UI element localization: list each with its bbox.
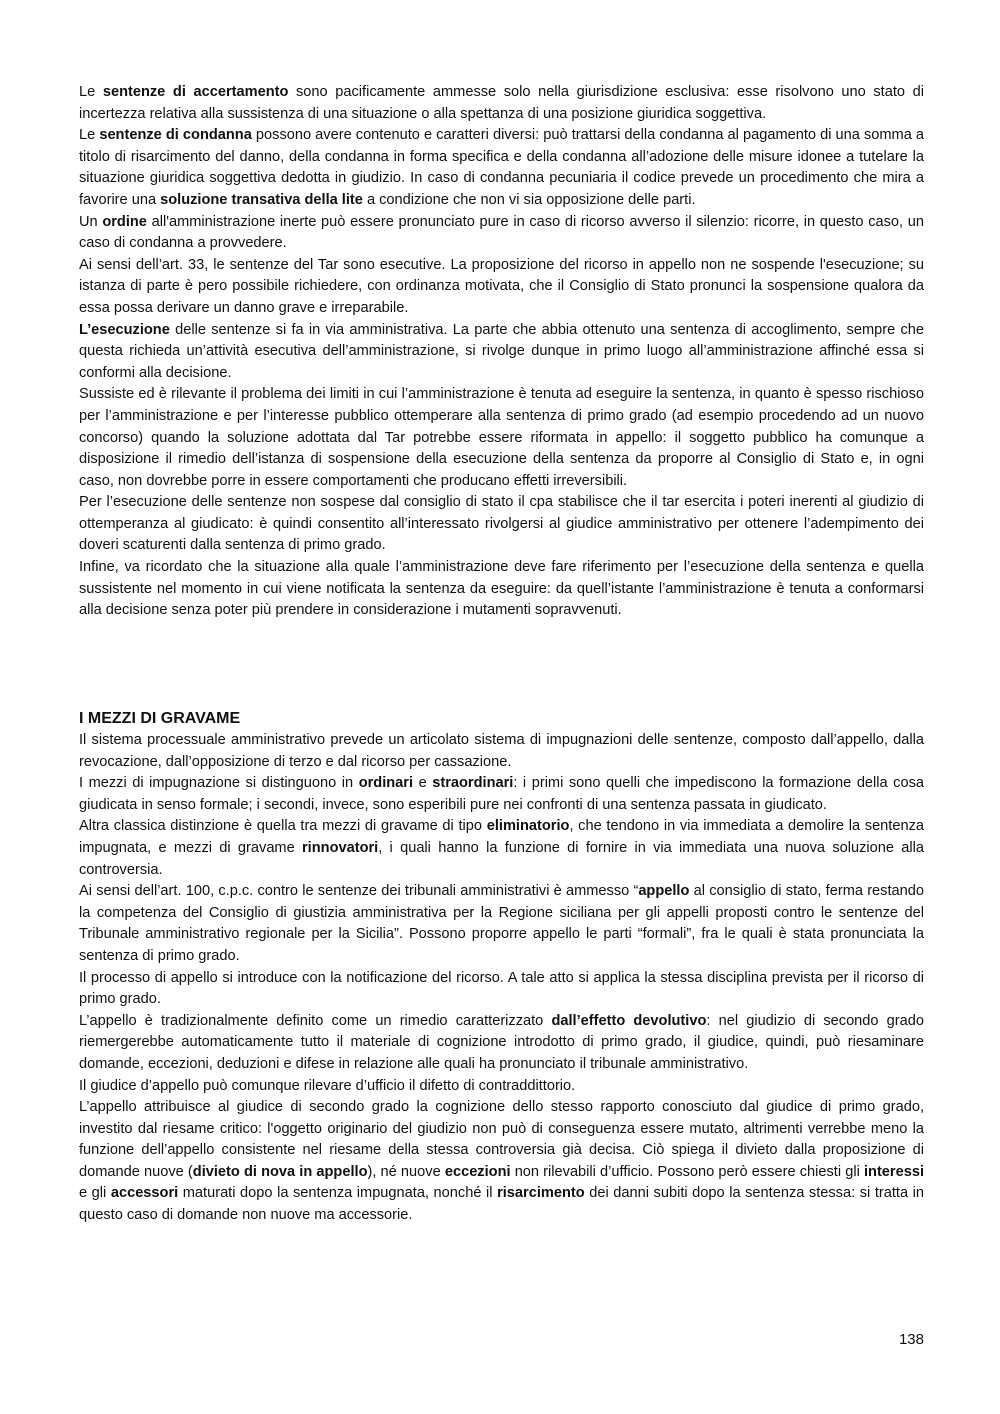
- paragraph-art-100: Ai sensi dell’art. 100, c.p.c. contro le sentenze dei tribunali amministrativi è ammesso “appello al consiglio di stato, ferma restando la competenza del Consiglio di giustizia amministrativa per la Regione siciliana per gli appelli proposti contro le sentenze del Tribunale amministrativo regionale per la Sicilia”. Possono proporre appello le parti “formali”, fra le quali è stata pronunciata la sentenza di primo grado.: [79, 883, 924, 964]
- bold-term: dall’effetto devolutivo: [551, 1012, 707, 1029]
- bold-term: sentenze di accertamento: [102, 84, 289, 100]
- section-mezzi-di-gravame: [79, 730, 924, 1227]
- paragraph-art-33: Ai sensi dell’art. 33, le sentenze del Tar sono esecutive. La proposizione del ricorso in appello non ne sospende l'esecuzione; su istanza di parte è pero possibile richiedere, con ordinanza motivata, che il Consiglio di Stato pronunci la sospensione qualora da essa possa derivare un danno grave e irreparabile.: [79, 256, 924, 316]
- section-effetti-sentenze: [79, 82, 924, 622]
- paragraph-effetto-devolutivo: L’appello è tradizionalmente definito come un rimedio caratterizzato dall’effetto devolutivo: nel giudizio di secondo grado riemergerebbe automaticamente tutto il materiale di cognizione introdotto di primo grado, il giudice, quindi, può riesaminare domande, eccezioni, deduzioni e difese in relazione alle quali ha pronunciato il tribunale amministrativo.: [79, 1012, 925, 1072]
- paragraph-ottemperanza: Per l’esecuzione delle sentenze non sospese dal consiglio di stato il cpa stabilisce che il tar esercita i poteri inerenti al giudizio di ottemperanza al giudicato: è quindi consentito all’interessato rivolgersi al giudice amministrativo per ottenere l’adempimento dei doveri scaturenti dalla sentenza di primo grado.: [79, 494, 924, 554]
- bold-term: L’esecuzione: [79, 321, 170, 338]
- paragraph-accertamento: Le sentenze di accertamento sono pacificamente ammesse solo nella giurisdizione esclusiva: esse risolvono uno stato di incertezza relativa alla sussistenza di una situazione o alla spettanza di una posizione giuridica soggettiva.: [79, 84, 924, 122]
- bold-term: risarcimento: [497, 1185, 585, 1202]
- bold-term: sentenze di condanna: [99, 127, 252, 144]
- bold-term: eccezioni: [444, 1163, 511, 1180]
- paragraph-cognizione-appello: L’appello attribuisce al giudice di secondo grado la cognizione dello stesso rapporto conosciuto dal giudice di primo grado, investito dal riesame critico: l'oggetto originario del giudizio non può di conseguenza essere mutato, altrimenti verrebbe meno la funzione dell’appello consistente nel riesame della stessa controversia già decisa. Ciò spiega il divieto dalla proposizione di domande nuove (divieto di nova in appello), né nuove eccezioni non rilevabili d’ufficio. Possono però essere chiesti gli interessi e gli accessori maturati dopo la sentenza impugnata, nonché il risarcimento dei danni subiti dopo la sentenza stessa: si tratta in questo caso di domande non nuove ma accessorie.: [79, 1099, 924, 1224]
- paragraph-situazione-riferimento: Infine, va ricordato che la situazione alla quale l’amministrazione deve fare riferimento per l’esecuzione della sentenza e quella sussistente nel momento in cui viene notificata la sentenza da eseguire: da quell’istante l’amministrazione è tenuta a conformarsi alla decisione senza poter più prendere in considerazione i mutamenti sopravvenuti.: [79, 559, 924, 619]
- paragraph-ordinari-straordinari: I mezzi di impugnazione si distinguono in ordinari e straordinari: i primi sono quelli che impediscono la formazione della cosa giudicata in senso formale; i secondi, invece, sono esperibili pure nei confronti di una sentenza passata in giudicato.: [79, 775, 925, 813]
- bold-term: divieto di nova in appello: [192, 1163, 368, 1180]
- paragraph-ordine: Un ordine all'amministrazione inerte può essere pronunciato pure in caso di ricorso avverso il silenzio: ricorre, in questo caso, un caso di condanna a provvedere.: [79, 213, 924, 252]
- paragraph-limiti-esecuzione: Sussiste ed è rilevante il problema dei limiti in cui l’amministrazione è tenuta ad eseguire la sentenza, in quanto è spesso rischioso per l’amministrazione e per l’interesse pubblico ottemperare alla sentenza di primo grado (ad esempio procedendo ad un nuovo concorso) quando la soluzione adottata dal Tar potrebbe essere riformata in appello: il soggetto pubblico ha comunque a disposizione il rimedio dell’istanza di sospensione della esecuzione della sentenza da proporre al Consiglio di Stato e, in ogni caso, non dovrebbe porre in essere comportamenti che producano effetti irreversibili.: [79, 386, 924, 489]
- bold-term: soluzione transativa della lite: [160, 191, 363, 208]
- bold-term: rinnovatori: [302, 839, 379, 856]
- paragraph-condanna: Le sentenze di condanna possono avere contenuto e caratteri diversi: può trattarsi della condanna al pagamento di una somma a titolo di risarcimento del danno, della condanna in forma specifica e della condanna all’adozione delle misure idonee a tutelare la situazione giuridica soggettiva dedotta in giudizio. In caso di condanna pecuniaria il codice prevede un procedimento che mira a favorire una soluzione transativa della lite a condizione che non vi sia opposizione delle parti.: [79, 127, 925, 208]
- bold-term: ordinari: [358, 775, 414, 792]
- bold-term: interessi: [863, 1163, 924, 1180]
- page-number: 138: [898, 1331, 924, 1348]
- paragraph-sistema-impugnazioni: Il sistema processuale amministrativo prevede un articolato sistema di impugnazioni delle sentenze, composto dall’appello, dalla revocazione, dall’opposizione di terzo e dal ricorso per cassazione.: [79, 732, 924, 770]
- paragraph-contraddittorio: Il giudice d’appello può comunque rilevare d’ufficio il difetto di contraddittorio.: [79, 1077, 576, 1094]
- bold-term: ordine: [102, 213, 147, 230]
- paragraph-eliminatorio-rinnovatori: Altra classica distinzione è quella tra mezzi di gravame di tipo eliminatorio, che tendono in via immediata a demolire la sentenza impugnata, e mezzi di gravame rinnovatori, i quali hanno la funzione di fornire in via immediata una nuova soluzione alla controversia.: [79, 818, 924, 878]
- bold-term: straordinari: [432, 775, 514, 792]
- bold-term: eliminatorio: [486, 818, 570, 835]
- section-heading: I MEZZI DI GRAVAME: [79, 710, 241, 727]
- bold-term: appello: [638, 883, 690, 900]
- bold-term: accessori: [110, 1185, 179, 1202]
- paragraph-processo-appello: Il processo di appello si introduce con la notificazione del ricorso. A tale atto si applica la stessa disciplina prevista per il ricorso di primo grado.: [79, 969, 924, 1008]
- paragraph-esecuzione: L’esecuzione delle sentenze si fa in via amministrativa. La parte che abbia ottenuto una sentenza di accoglimento, sempre che questa richieda un’attività esecutiva dell’amministrazione, si rivolge dunque in primo luogo all’amministrazione affinché essa si conformi alla decisione.: [79, 321, 924, 381]
